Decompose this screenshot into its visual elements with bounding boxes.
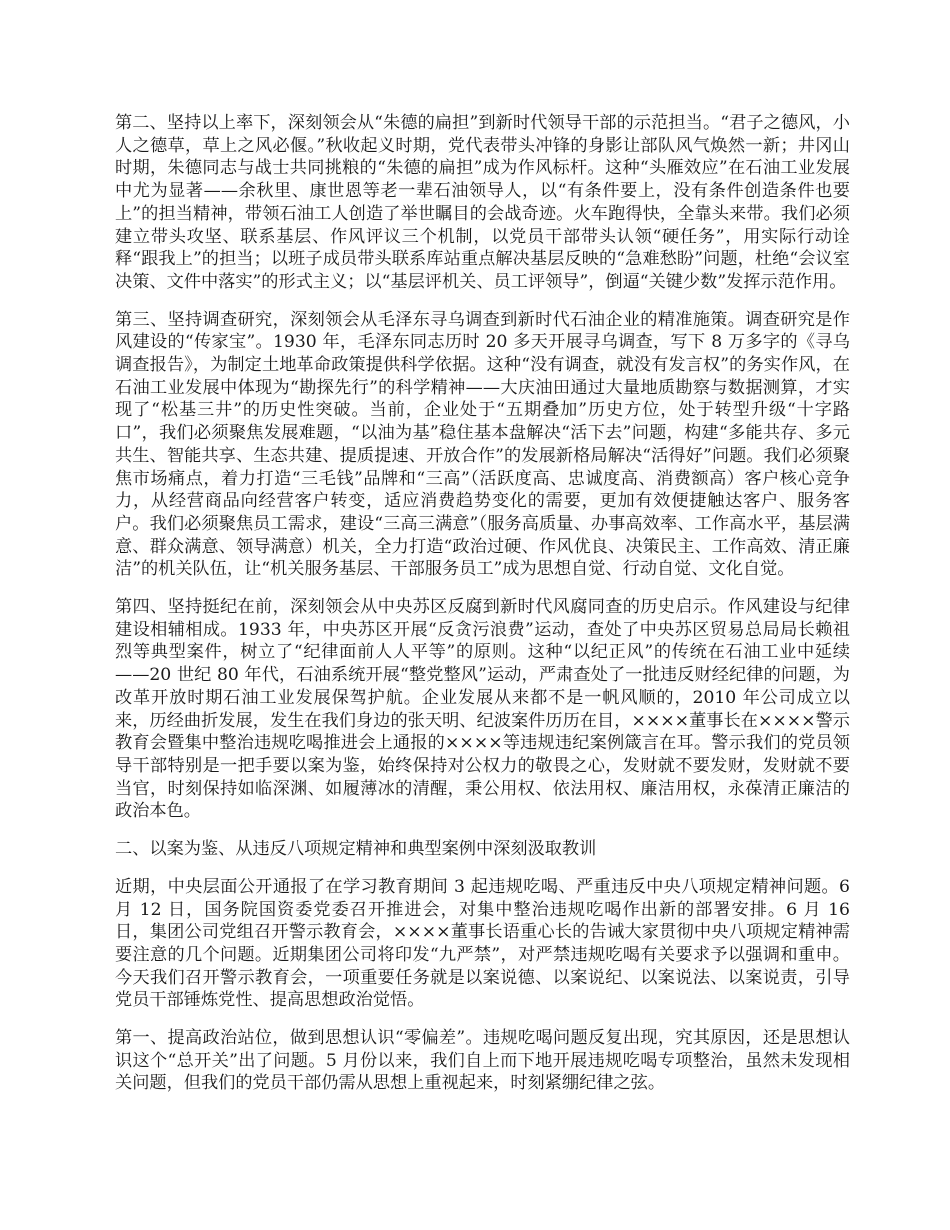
section-heading-two: 二、以案为鉴、从违反八项规定精神和典型案例中深刻汲取教训 xyxy=(115,839,597,860)
paragraph-recent-notices: 近期，中央层面公开通报了在学习教育期间 3 起违规吃喝、严重违反中央八项规定精神问题。6 月 12 日，国务院国资委党委召开推进会，对集中整治违规吃喝作出新的部署安排。6 月 16 日，集团公司党组召开警示教育会，××××董事长语重心长的告诫大家贯彻中央八项规定精神需要注意的几个问题。近期集团公司将印发“九严禁”，对严禁违规吃喝有关要求予以强调和重申。今天我们召开警示教育会，一项重要任务就是以案说德、以案说纪、以案说法、以案说责，引导党员干部锤炼党性、提高思想政治觉悟。 xyxy=(115,876,850,1011)
document-body xyxy=(115,112,850,1110)
paragraph-second-principle: 第二、坚持以上率下，深刻领会从“朱德的扁担”到新时代领导干部的示范担当。“君子之德风，小人之德草，草上之风必偃。”秋收起义时期，党代表带头冲锋的身影让部队风气焕然一新；井冈山时期，朱德同志与战士共同挑粮的“朱德的扁担”成为作风标杆。这种“头雁效应”在石油工业发展中尤为显著——余秋里、康世恩等老一辈石油领导人，以“有条件要上，没有条件创造条件也要上”的担当精神，带领石油工人创造了举世瞩目的会战奇迹。火车跑得快，全靠头来带。我们必须建立带头攻坚、联系基层、作风评议三个机制，以党员干部带头认领“硬任务”，用实际行动诠释“跟我上”的担当；以班子成员带头联系库站重点解决基层反映的“急难愁盼”问题，杜绝“会议室决策、文件中落实”的形式主义；以“基层评机关、员工评领导”，倒逼“关键少数”发挥示范作用。 xyxy=(115,113,850,292)
paragraph-third-principle: 第三、坚持调查研究，深刻领会从毛泽东寻乌调查到新时代石油企业的精准施策。调查研究是作风建设的“传家宝”。1930 年，毛泽东同志历时 20 多天开展寻乌调查，写下 8 万多字的《寻乌调查报告》，为制定土地革命政策提供科学依据。这种“没有调查，就没有发言权”的务实作风，在石油工业发展中体现为“勘探先行”的科学精神——大庆油田通过大量地质勘察与数据测算，才实现了“松基三井”的历史性突破。当前，企业处于“五期叠加”历史方位，处于转型升级“十字路口”，我们必须聚焦发展难题，“以油为基”稳住基本盘解决“活下去”问题，构建“多能共存、多元共生、智能共享、生态共建、提质提速、开放合作”的发展新格局解决“活得好”问题。我们必须聚焦市场痛点，着力打造“三毛钱”品牌和“三高”（活跃度高、忠诚度高、消费额高）客户核心竞争力，从经营商品向经营客户转变，适应消费趋势变化的需要，更加有效便捷触达客户、服务客户。我们必须聚焦员工需求，建设“三高三满意”（服务高质量、办事高效率、工作高水平，基层满意、群众满意、领导满意）机关，全力打造“政治过硬、作风优良、决策民主、工作高效、清正廉洁”的机关队伍，让“机关服务基层、干部服务员工”成为思想自觉、行动自觉、文化自觉。 xyxy=(115,309,850,580)
paragraph-first-political-stance: 第一、提高政治站位，做到思想认识“零偏差”。违规吃喝问题反复出现，究其原因，还是思想认识这个“总开关”出了问题。5 月份以来，我们自上而下地开展违规吃喝专项整治，虽然未发现相关问题，但我们的党员干部仍需从思想上重视起来，时刻紧绷纪律之弦。 xyxy=(115,1028,850,1094)
paragraph-fourth-principle: 第四、坚持挺纪在前，深刻领会从中央苏区反腐到新时代风腐同查的历史启示。作风建设与纪律建设相辅相成。1933 年，中央苏区开展“反贪污浪费”运动，查处了中央苏区贸易总局局长赖祖烈等典型案件，树立了“纪律面前人人平等”的原则。这种“以纪正风”的传统在石油工业中延续——20 世纪 80 年代，石油系统开展“整党整风”运动，严肃查处了一批违反财经纪律的问题，为改革开放时期石油工业发展保驾护航。企业发展从来都不是一帆风顺的，2010 年公司成立以来，历经曲折发展，发生在我们身边的张天明、纪波案件历历在目，××××董事长在××××警示教育会暨集中整治违规吃喝推进会上通报的××××等违规违纪案例箴言在耳。警示我们的党员领导干部特别是一把手要以案为鉴，始终保持对公权力的敬畏之心，发财就不要发财，发财就不要当官，时刻保持如临深渊、如履薄冰的清醒，秉公用权、依法用权、廉洁用权，永葆清正廉洁的政治本色。 xyxy=(115,597,850,822)
